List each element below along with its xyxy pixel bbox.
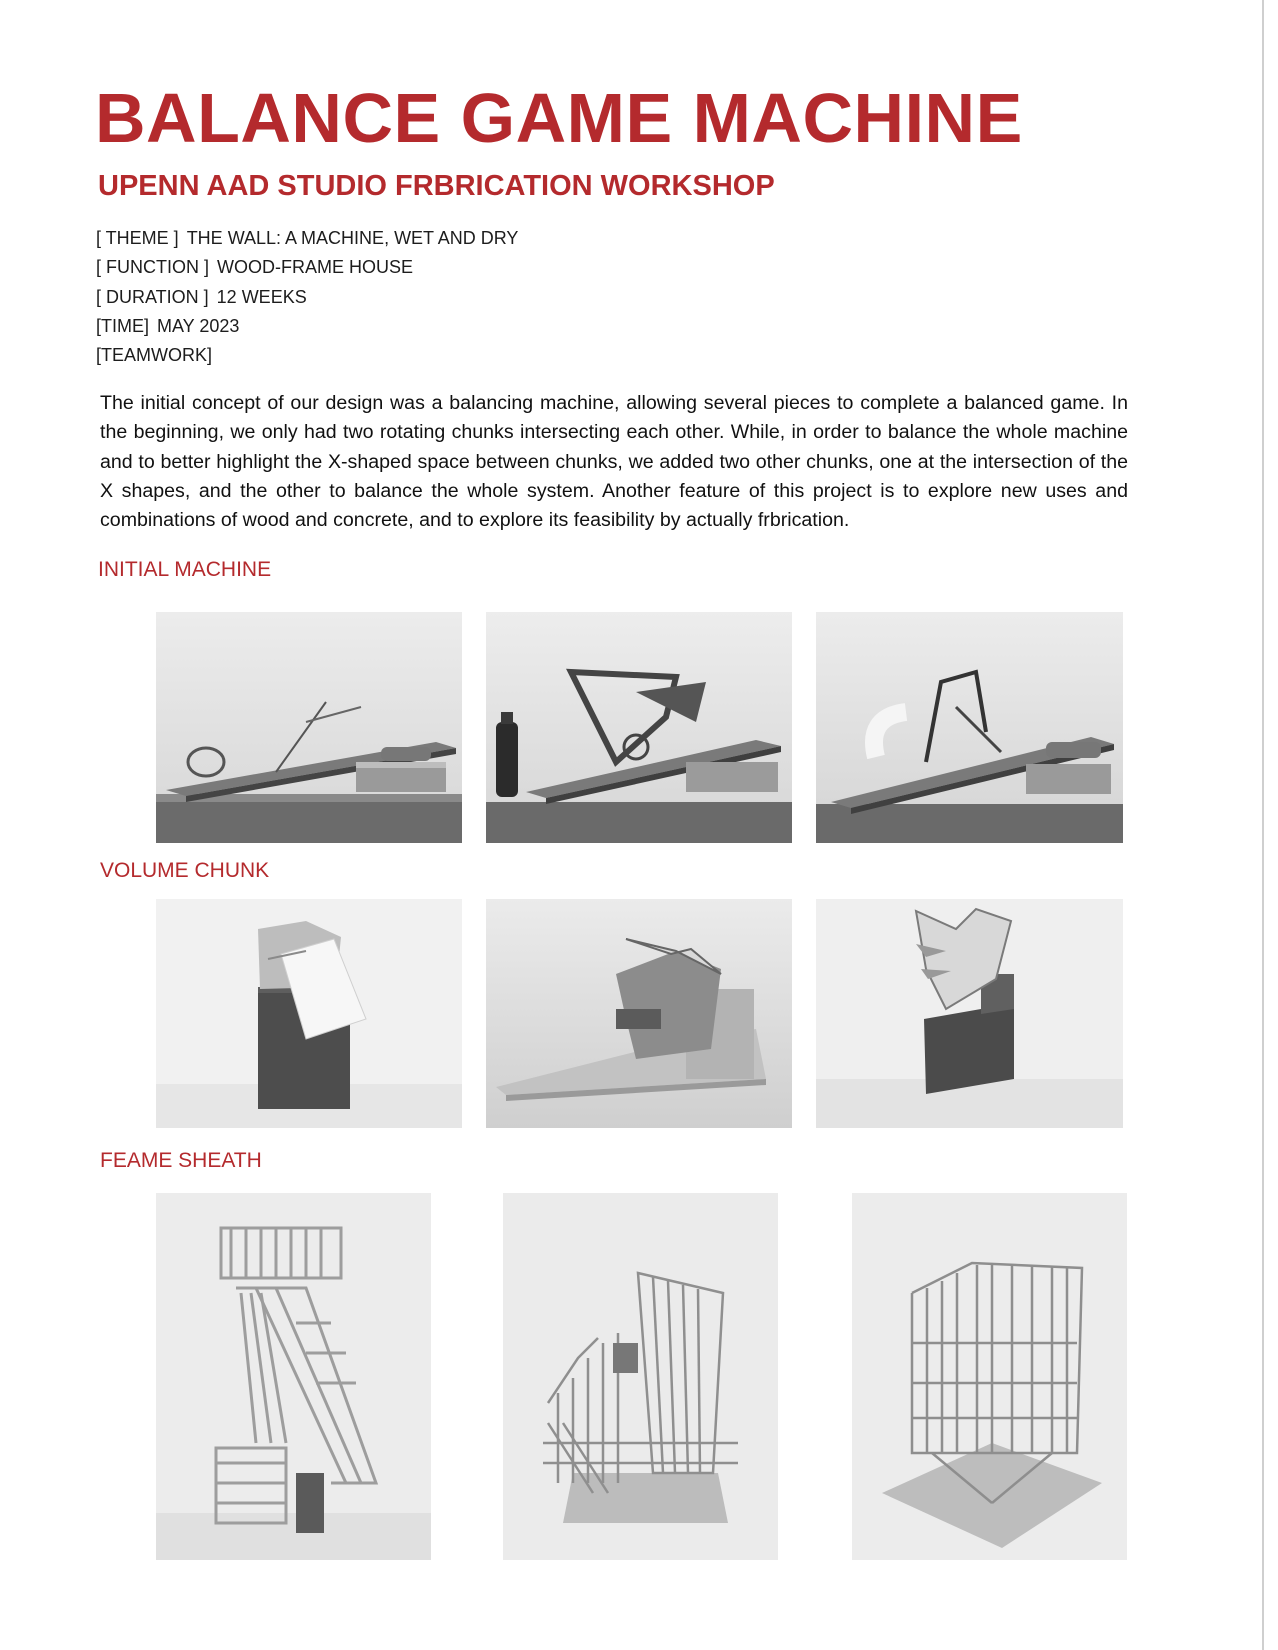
volume-chunk-photo-1 [156, 899, 462, 1128]
meta-value: MAY 2023 [157, 315, 240, 336]
initial-machine-photo-2 [486, 612, 792, 843]
frame-sheath-photo-1 [156, 1193, 431, 1560]
volume-chunk-photo-2 [486, 899, 792, 1128]
project-meta-list [96, 224, 518, 370]
meta-label: [TEAMWORK] [96, 345, 212, 366]
initial-machine-photo-3 [816, 612, 1123, 843]
frame-sheath-photo-icon [852, 1193, 1127, 1560]
volume-chunk-photo-icon [816, 899, 1123, 1128]
section-heading-initial-machine: INITIAL MACHINE [98, 558, 272, 581]
meta-label: [ DURATION ] [96, 286, 209, 307]
meta-duration [96, 283, 518, 312]
initial-machine-photo-icon [816, 612, 1123, 843]
volume-chunk-photo-icon [156, 899, 462, 1128]
meta-value: WOOD-FRAME HOUSE [217, 257, 413, 278]
section-heading-frame-sheath: FEAME SHEATH [100, 1149, 262, 1172]
meta-value: THE WALL: A MACHINE, WET AND DRY [186, 228, 519, 248]
volume-chunk-photo-3 [816, 899, 1123, 1128]
frame-sheath-photo-3 [852, 1193, 1127, 1560]
page-subtitle: UPENN AAD STUDIO FRBRICATION WORKSHOP [98, 170, 775, 202]
initial-machine-photo-icon [486, 612, 792, 843]
meta-time [96, 312, 518, 341]
project-description: The initial concept of our design was a balancing machine, allowing several pieces to complete a balanced game. In the beginning, we only had two rotating chunks intersecting each other. While, in order to balance the whole machine and to better highlight the X-shaped space between chunks, we added two other chunks, one at the intersection of the X shapes, and the other to balance the whole system. Another feature of this project is to explore new uses and combinations of wood and concrete, and to explore its feasibility by actually frbrication. [100, 392, 1128, 532]
meta-label: [ FUNCTION ] [96, 257, 209, 278]
section-heading-volume-chunk: VOLUME CHUNK [100, 859, 270, 882]
meta-label: [TIME] [96, 315, 149, 336]
volume-chunk-photo-icon [486, 899, 792, 1128]
frame-sheath-photo-2 [503, 1193, 778, 1560]
meta-teamwork [96, 341, 518, 370]
meta-function [96, 253, 518, 282]
initial-machine-photo-icon [156, 612, 462, 843]
frame-sheath-photo-icon [503, 1193, 778, 1560]
frame-sheath-photo-icon [156, 1193, 431, 1560]
meta-value: 12 WEEKS [216, 286, 307, 307]
meta-theme [96, 224, 518, 253]
meta-label: [ THEME ] [96, 228, 179, 248]
page-title: BALANCE GAME MACHINE [95, 79, 1023, 157]
initial-machine-photo-1 [156, 612, 462, 843]
page-edge-rule [1262, 0, 1264, 1650]
